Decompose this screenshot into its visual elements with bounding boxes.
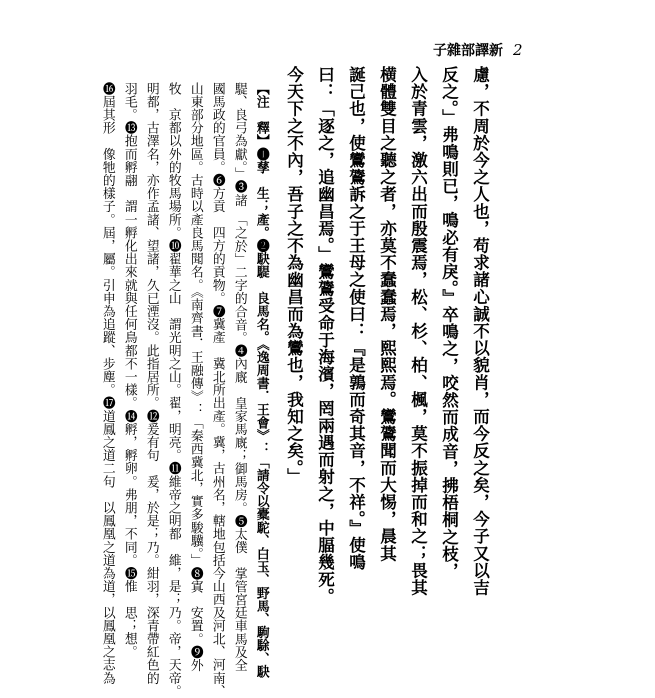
note-line-7: 羽毛。⓭抱而孵翮 謂一孵化出來就與任何鳥都不一樣。⓮孵，孵卵。弗朋，不同。⓯惟 思；想。 xyxy=(121,82,137,659)
running-header xyxy=(433,40,523,60)
note-line-4: 山東部分地區。古時以產良馬聞名。《南齊書．王融傳》：「秦西冀北，實多駿驥。」❽寘 安置。❾外 xyxy=(187,82,203,672)
main-text-line-4: 横體雙目之聽之者，亦莫不蠢蠢焉，熙熙焉。鸞鷟聞而大惕，晨其 xyxy=(377,66,397,562)
main-text-line-5: 誕己也，使鸞鷟訴之于王母之使曰：『是鶉而奇其音，不祥。』使鳴 xyxy=(346,66,366,571)
main-text-line-1: 慮，不周於今之人也，苟求諸心誠不以貌肖，而今反之矣，今子又以吉 xyxy=(470,66,490,597)
page-number: 2 xyxy=(513,41,523,59)
book-title: 子雜部譯新 xyxy=(433,43,503,59)
note-line-5: 牧 京都以外的牧馬場所。❿翟華之山 謂光明之山。翟，明亮。⓫維帝之明都 維，是；乃。帝，天帝。 xyxy=(165,82,181,698)
main-text-line-7: 今天下之不內，吾子之不為幽昌而為鸞也，我知之矣。」 xyxy=(284,66,304,486)
note-line-2: 騠、良弓為獻。」❸諸 「之於」二字的合音。❹內廐 皇家馬廐；御馬房。❺太僕 掌管宮廷車馬及全 xyxy=(231,82,247,672)
main-text-line-2: 反之。」弗鳴則已，鳴必有戾。』卒鳴之，咬然而成音，拂梧桐之枝， xyxy=(439,66,459,580)
main-text-line-6: 曰：「逐之，追幽昌焉。」鸞鷟受命于海濱，罔兩遇而射之，中腷幾死。 xyxy=(315,66,335,605)
note-line-6: 明都，古澤名，亦作孟諸、望諸，久已湮沒。此指居所。⓬爰有句 爰，於是；乃。紺羽，深青帶紅色的 xyxy=(143,82,159,685)
note-line-1: 【注 釋】❶孳 生；產。❷駃騠 良馬名。《逸周書．王會》：「請令以橐駝、白玉、野馬、駒駼、駃 xyxy=(253,82,269,679)
note-line-8: ⓰屆其形 像牠的樣子。屆，屬。引申為追蹤、步塵。⓱道鳳之道二句 以鳳凰之道為道，以鳳凰之志為 xyxy=(99,82,115,685)
note-line-3: 國馬政的官員。❻方貢 四方的貢物。❼冀產 冀北所出產。冀，古州名，轄地包括今山西及河北、河南、 xyxy=(209,82,225,698)
main-text-line-3: 入於青雲，激六出而殷震焉，松、杉、柏、楓，莫不振掉而和之；畏其 xyxy=(408,66,428,597)
